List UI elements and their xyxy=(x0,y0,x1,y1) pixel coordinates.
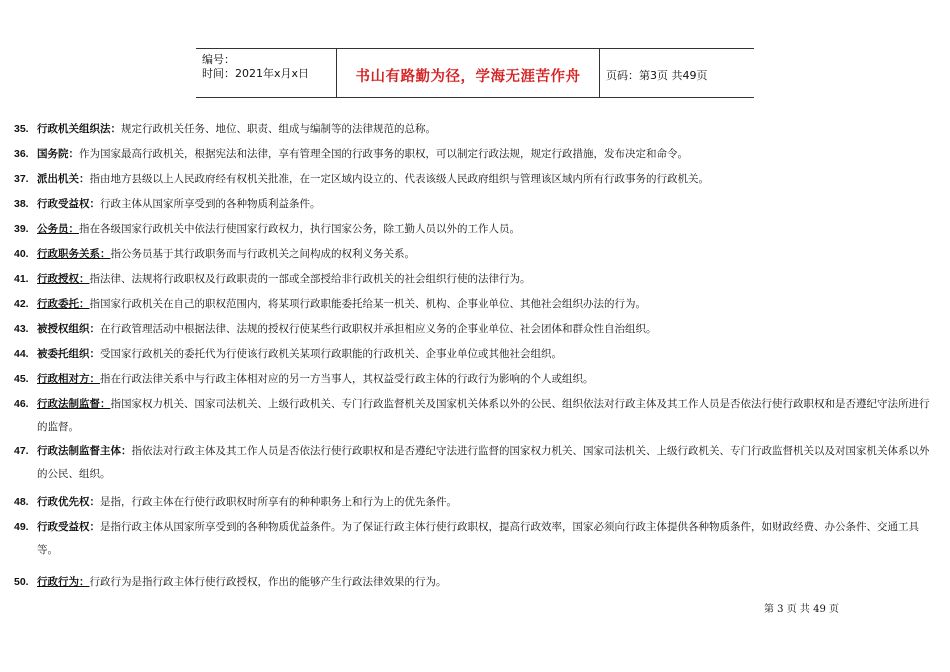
item-text xyxy=(37,193,936,216)
item-term: 行政职务关系 xyxy=(37,248,100,260)
item-separator: ： xyxy=(68,148,79,160)
item-definition: 指在行政法律关系中与行政主体相对应的另一方当事人，其权益受行政主体的行政行为影响的个人或组织。 xyxy=(100,373,594,385)
item-separator: ： xyxy=(79,173,90,185)
item-text xyxy=(37,318,936,341)
item-definition: 作为国家最高行政机关，根据宪法和法律，享有管理全国的行政事务的职权，可以制定行政法规，规定行政措施，发布决定和命令。 xyxy=(79,148,688,160)
definition-item xyxy=(14,571,936,594)
item-text xyxy=(37,268,936,291)
item-separator: ： xyxy=(79,576,90,588)
definition-item xyxy=(14,491,936,514)
item-number: 47. xyxy=(14,445,29,457)
definition-item xyxy=(14,440,936,486)
definition-item xyxy=(14,218,936,241)
item-separator: ： xyxy=(110,123,121,135)
item-separator: ： xyxy=(89,373,100,385)
page-footer: 第 3 页 共 49 页 xyxy=(764,604,839,615)
item-definition: 指依法对行政主体及其工作人员是否依法行使行政职权和是否遵纪守法进行监督的国家权力机关、国家司法机关、上级行政机关、专门行政监督机关以及对国家机关体系以外的公民、组织。 xyxy=(37,445,930,480)
item-definition: 指在各级国家行政机关中依法行使国家行政权力，执行国家公务，除工勤人员以外的工作人员。 xyxy=(79,223,520,235)
item-term: 被授权组织 xyxy=(37,323,90,335)
header-motto-cell xyxy=(337,49,600,97)
item-definition: 是指行政主体从国家所享受到的各种物质优益条件。为了保证行政主体行使行政职权，提高行政效率，国家必须向行政主体提供各种物质条件，如财政经费、办公条件、交通工具等。 xyxy=(37,521,919,556)
item-number: 39. xyxy=(14,223,29,235)
item-number: 45. xyxy=(14,373,29,385)
item-term: 行政法制监督 xyxy=(37,398,100,410)
item-separator: ： xyxy=(89,323,100,335)
item-term: 行政行为 xyxy=(37,576,79,588)
item-term: 行政受益权 xyxy=(37,198,90,210)
item-separator: ： xyxy=(121,445,132,457)
header-motto: 书山有路勤为径，学海无涯苦作舟 xyxy=(355,69,581,85)
item-number: 42. xyxy=(14,298,29,310)
item-definition: 指公务员基于其行政职务而与行政机关之间构成的权利义务关系。 xyxy=(110,248,415,260)
definition-item xyxy=(14,318,936,341)
item-number: 36. xyxy=(14,148,29,160)
item-text xyxy=(37,343,936,366)
definition-item xyxy=(14,143,936,166)
definition-item xyxy=(14,368,936,391)
item-term: 派出机关 xyxy=(37,173,79,185)
item-text xyxy=(37,168,936,191)
item-separator: ： xyxy=(89,198,100,210)
item-definition: 指国家行政机关在自己的职权范围内，将某项行政职能委托给某一机关、机构、企事业单位、其他社会组织办法的行为。 xyxy=(89,298,646,310)
item-definition: 指国家权力机关、国家司法机关、上级行政机关、专门行政监督机关及国家机关体系以外的公民、组织依法对行政主体及其工作人员是否依法行使行政职权和是否遵纪守法所进行的监督。 xyxy=(37,398,930,433)
item-definition: 行政行为是指行政主体行使行政授权，作出的能够产生行政法律效果的行为。 xyxy=(89,576,447,588)
item-definition: 指由地方县级以上人民政府经有权机关批准，在一定区域内设立的、代表该级人民政府组织与管理该区域内所有行政事务的行政机关。 xyxy=(89,173,709,185)
item-term: 行政委托 xyxy=(37,298,79,310)
item-definition: 受国家行政机关的委托代为行使该行政机关某项行政职能的行政机关、企事业单位或其他社会组织。 xyxy=(100,348,562,360)
definition-item xyxy=(14,293,936,316)
item-term: 行政优先权 xyxy=(37,496,90,508)
item-number: 50. xyxy=(14,576,29,588)
item-separator: ： xyxy=(79,273,90,285)
definition-item xyxy=(14,393,936,439)
item-term: 行政机关组织法 xyxy=(37,123,111,135)
document-number-label: 编号： xyxy=(202,53,235,66)
item-definition: 指法律、法规将行政职权及行政职责的一部或全部授给非行政机关的社会组织行使的法律行为。 xyxy=(89,273,531,285)
item-number: 38. xyxy=(14,198,29,210)
document-time-label: 时间：2021年x月x日 xyxy=(202,67,310,80)
item-term: 公务员 xyxy=(37,223,69,235)
item-separator: ： xyxy=(89,521,100,533)
definition-item xyxy=(14,343,936,366)
item-term: 行政相对方 xyxy=(37,373,90,385)
item-separator: ： xyxy=(100,398,111,410)
item-term: 行政受益权 xyxy=(37,521,90,533)
item-text xyxy=(37,516,936,562)
item-text xyxy=(37,293,936,316)
item-term: 行政授权 xyxy=(37,273,79,285)
definition-item xyxy=(14,193,936,216)
header-page-number: 页码：第3页 共49页 xyxy=(606,69,708,82)
item-separator: ： xyxy=(68,223,79,235)
item-definition: 在行政管理活动中根据法律、法规的授权行使某些行政职权并承担相应义务的企事业单位、社会团体和群众性自治组织。 xyxy=(100,323,657,335)
item-number: 41. xyxy=(14,273,29,285)
item-number: 40. xyxy=(14,248,29,260)
item-number: 35. xyxy=(14,123,29,135)
item-term: 国务院 xyxy=(37,148,69,160)
item-number: 44. xyxy=(14,348,29,360)
definition-item xyxy=(14,268,936,291)
item-separator: ： xyxy=(79,298,90,310)
item-number: 37. xyxy=(14,173,29,185)
item-number: 49. xyxy=(14,521,29,533)
item-term: 被委托组织 xyxy=(37,348,90,360)
item-text xyxy=(37,571,936,594)
definition-item xyxy=(14,168,936,191)
item-number: 46. xyxy=(14,398,29,410)
definition-item xyxy=(14,243,936,266)
item-text xyxy=(37,243,936,266)
item-separator: ： xyxy=(100,248,111,260)
definition-item xyxy=(14,516,936,562)
item-text xyxy=(37,118,936,141)
item-separator: ： xyxy=(89,348,100,360)
item-definition: 行政主体从国家所享受到的各种物质利益条件。 xyxy=(100,198,321,210)
item-text xyxy=(37,218,936,241)
header-meta-cell xyxy=(196,49,337,97)
item-definition: 规定行政机关任务、地位、职责、组成与编制等的法律规范的总称。 xyxy=(121,123,436,135)
item-number: 48. xyxy=(14,496,29,508)
item-definition: 是指，行政主体在行使行政职权时所享有的种种职务上和行为上的优先条件。 xyxy=(100,496,457,508)
item-term: 行政法制监督主体 xyxy=(37,445,121,457)
item-separator: ： xyxy=(89,496,100,508)
item-text xyxy=(37,143,936,166)
item-text xyxy=(37,440,936,486)
definition-item xyxy=(14,118,936,141)
item-number: 43. xyxy=(14,323,29,335)
item-text xyxy=(37,393,936,439)
page-header-table xyxy=(196,48,754,98)
item-text xyxy=(37,491,936,514)
header-page-cell xyxy=(600,49,754,97)
item-text xyxy=(37,368,936,391)
